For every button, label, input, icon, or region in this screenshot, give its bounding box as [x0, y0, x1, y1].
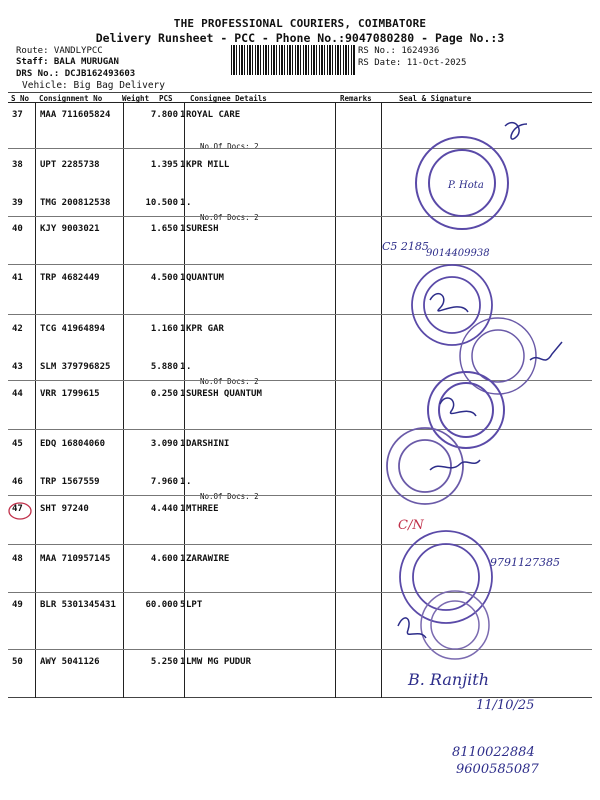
runsheet-subtitle: Delivery Runsheet - PCC - Phone No.:9047080280 - Page No.:3 — [95, 31, 505, 45]
consignment-number: TMG 200812538 — [40, 198, 111, 208]
handwritten-note: C5 2185 — [382, 240, 429, 253]
kpr-mill-stamp — [412, 265, 492, 345]
docs-count: No.Of Docs: 2 — [200, 142, 259, 151]
row-pieces: 1 — [180, 362, 186, 372]
consignee-name: KPR GAR — [186, 324, 224, 334]
row-weight: 10.500 — [145, 198, 178, 208]
consignment-number: VRR 1799615 — [40, 389, 100, 399]
consignee-name: ZARAWIRE — [186, 554, 230, 564]
docs-count: No.Of Docs: 2 — [200, 492, 259, 501]
technologies-stamp — [400, 531, 492, 623]
darshini-stamp — [387, 428, 463, 504]
row-pieces: 1 — [180, 554, 186, 564]
row-serial-number: 45 — [12, 439, 23, 449]
row-pieces: 1 — [180, 324, 186, 334]
consignee-name: . — [186, 477, 192, 487]
rs-date: RS Date: 11-Oct-2025 — [358, 58, 467, 68]
row-weight: 4.440 — [150, 504, 178, 514]
row-pieces: 1 — [180, 198, 186, 208]
circled-row-mark — [8, 502, 34, 522]
row-serial-number: 37 — [12, 110, 23, 120]
col-header-pcs: PCS — [159, 94, 173, 103]
consignment-number: MAA 711605824 — [40, 110, 111, 120]
consignee-name: SURESH QUANTUM — [186, 389, 262, 399]
row-serial-number: 46 — [12, 477, 23, 487]
row-pieces: 1 — [180, 504, 186, 514]
handwritten-number: 9014409938 — [426, 248, 490, 259]
lpt-stamp — [421, 591, 489, 659]
row-pieces: 1 — [180, 273, 186, 283]
row-weight: 7.800 — [150, 110, 178, 120]
staff-field: Staff: BALA MURUGAN — [16, 57, 119, 67]
consignee-name: DARSHINI — [186, 439, 230, 449]
row-serial-number: 50 — [12, 657, 23, 667]
consignment-number: BLR 5301345431 — [40, 600, 116, 610]
handwritten-initials: P. Hota — [448, 180, 484, 191]
consignee-name: ROYAL CARE — [186, 110, 241, 120]
consignee-name: . — [186, 198, 192, 208]
consignment-number: SHT 97240 — [40, 504, 89, 514]
row-weight: 4.600 — [150, 554, 178, 564]
route-field: Route: VANDLYPCC — [16, 46, 103, 56]
handwritten-phone-1: 8110022884 — [452, 745, 535, 760]
handwritten-cn: C/N — [398, 518, 424, 533]
col-header-consignee: Consignee Details — [190, 94, 267, 103]
row-weight: 7.960 — [150, 477, 178, 487]
handwritten-date: 11/10/25 — [476, 698, 535, 713]
row-serial-number: 44 — [12, 389, 23, 399]
consignee-name: . — [186, 362, 192, 372]
row-pieces: 1 — [180, 389, 186, 399]
consignee-name: QUANTUM — [186, 273, 224, 283]
row-weight: 1.160 — [150, 324, 178, 334]
row-pieces: 1 — [180, 657, 186, 667]
row-weight: 5.880 — [150, 362, 178, 372]
col-header-consignment: Consignment No — [39, 94, 103, 103]
row-serial-number: 39 — [12, 198, 23, 208]
drs-number: DRS No.: DCJB162493603 — [16, 69, 136, 79]
col-header-seal: Seal & Signature — [399, 94, 472, 103]
row-serial-number: 38 — [12, 160, 23, 170]
consignee-name: KPR MILL — [186, 160, 230, 170]
row-weight: 1.650 — [150, 224, 178, 234]
row-serial-number: 40 — [12, 224, 23, 234]
handwritten-phone: 9791127385 — [490, 556, 560, 569]
docs-count: No.Of Docs: 2 — [200, 377, 259, 386]
row-pieces: 1 — [180, 439, 186, 449]
rs-number: RS No.: 1624936 — [358, 46, 440, 56]
row-pieces: 1 — [180, 110, 186, 120]
row-pieces: 5 — [180, 600, 186, 610]
row-weight: 5.250 — [150, 657, 178, 667]
row-pieces: 1 — [180, 224, 186, 234]
col-header-sno: S No — [11, 94, 30, 103]
row-serial-number: 41 — [12, 273, 23, 283]
consignment-number: TRP 4682449 — [40, 273, 100, 283]
row-serial-number: 48 — [12, 554, 23, 564]
consignment-number: TCG 41964894 — [40, 324, 106, 334]
row-serial-number: 42 — [12, 324, 23, 334]
col-header-weight: Weight — [122, 94, 150, 103]
quantum-stamp — [428, 372, 504, 448]
row-serial-number: 49 — [12, 600, 23, 610]
row-weight: 3.090 — [150, 439, 178, 449]
consignment-number: TRP 1567559 — [40, 477, 100, 487]
row-serial-number: 47 — [12, 504, 23, 514]
handwritten-phone-2: 9600585087 — [456, 762, 539, 777]
consignment-number: AWY 5041126 — [40, 657, 100, 667]
company-title: THE PROFESSIONAL COURIERS, COIMBATORE — [173, 17, 427, 30]
receiver-signature: B. Ranjith — [408, 670, 489, 689]
row-pieces: 1 — [180, 477, 186, 487]
row-weight: 0.250 — [150, 389, 178, 399]
row-weight: 4.500 — [150, 273, 178, 283]
consignment-number: SLM 379796825 — [40, 362, 111, 372]
row-weight: 60.000 — [145, 600, 178, 610]
row-serial-number: 43 — [12, 362, 23, 372]
consignee-name: LMW MG PUDUR — [186, 657, 252, 667]
col-header-remarks: Remarks — [340, 94, 372, 103]
consignment-number: EDQ 16804060 — [40, 439, 106, 449]
consignment-number: MAA 710957145 — [40, 554, 111, 564]
docs-count: No.Of Docs: 2 — [200, 213, 259, 222]
vehicle-field: Vehicle: Big Bag Delivery — [22, 80, 165, 91]
consignee-name: LPT — [186, 600, 203, 610]
consignment-number: UPT 2285738 — [40, 160, 100, 170]
row-pieces: 1 — [180, 160, 186, 170]
row-weight: 1.395 — [150, 160, 178, 170]
consignment-number: KJY 9003021 — [40, 224, 100, 234]
consignee-name: MTHREE — [186, 504, 219, 514]
consignee-name: SURESH — [186, 224, 219, 234]
